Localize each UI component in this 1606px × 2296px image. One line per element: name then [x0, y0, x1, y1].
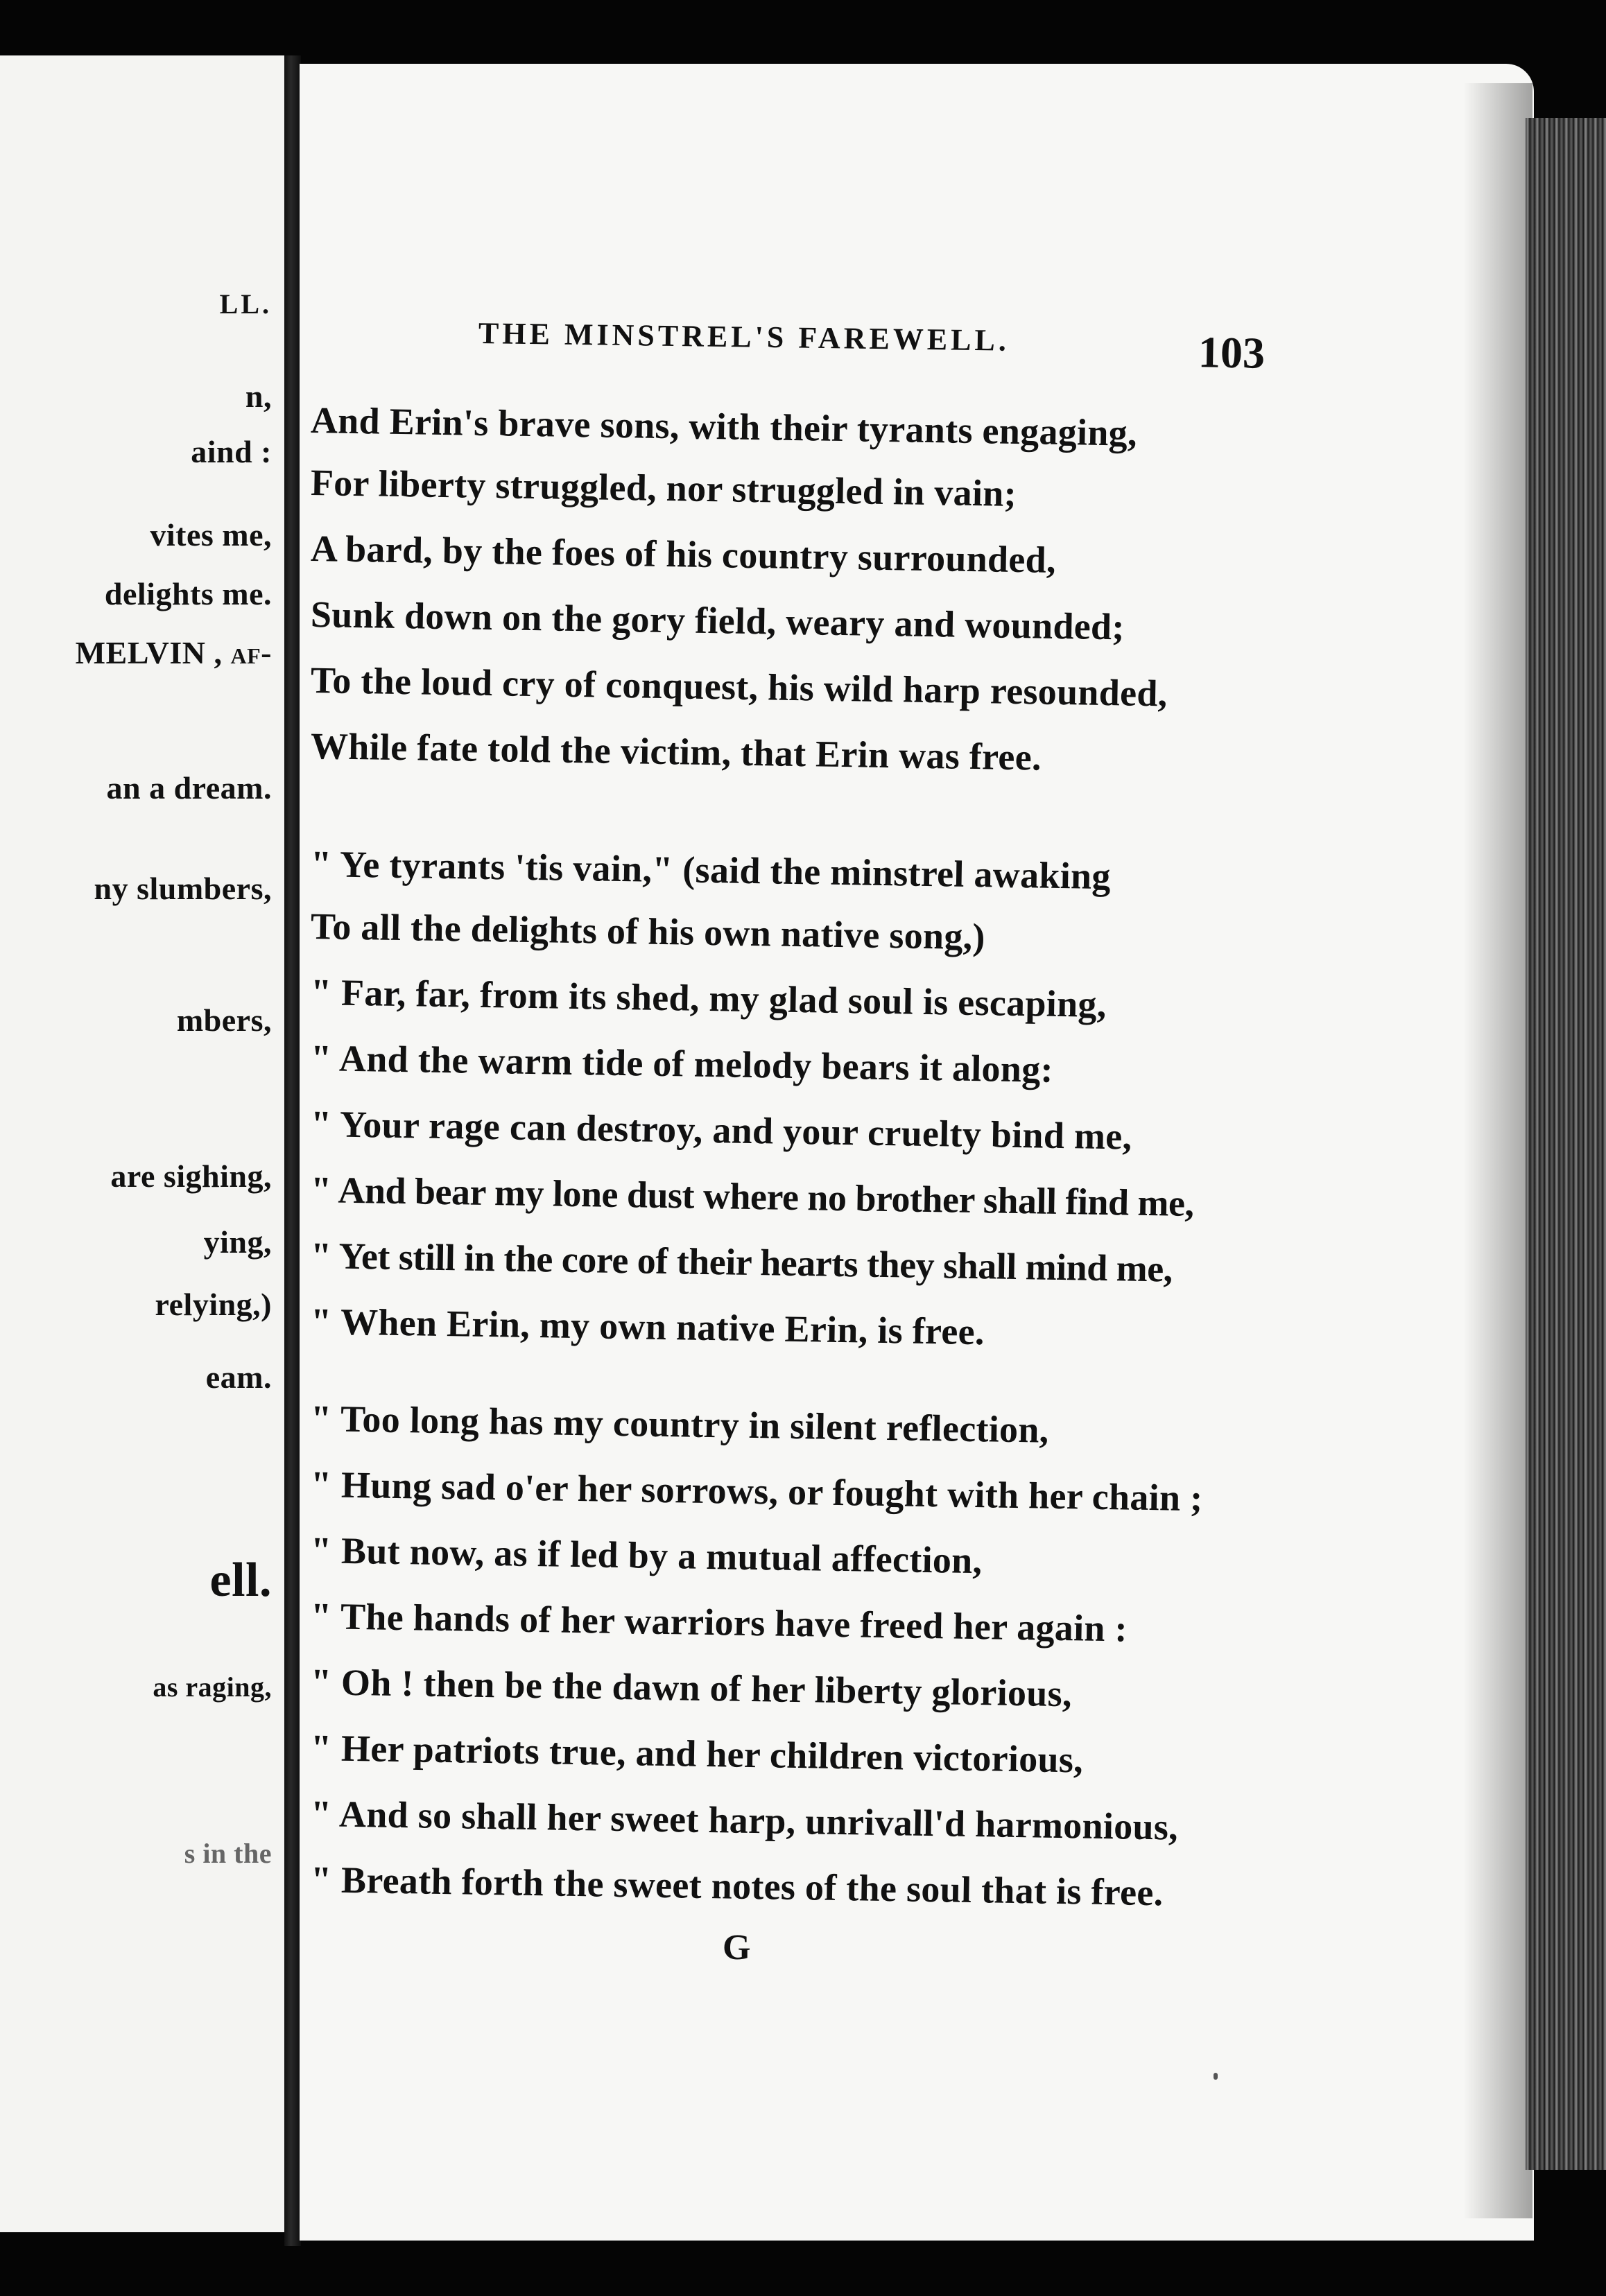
left-line: LL.: [219, 288, 272, 320]
verse-line: " Breath forth the sweet notes of the soul that is free.: [310, 1859, 1164, 1914]
paper-speck: [1214, 2073, 1218, 2080]
left-line: ny slumbers,: [94, 871, 272, 906]
book-gutter: [284, 55, 301, 2246]
verse-line: And Erin's brave sons, with their tyrants engaging,: [310, 399, 1138, 454]
left-line: ell.: [209, 1554, 272, 1607]
verse-line: " And so shall her sweet harp, unrivall'd harmonious,: [310, 1793, 1179, 1848]
verse-line: " Hung sad o'er her sorrows, or fought with her chain ;: [310, 1463, 1203, 1520]
verse-line: While fate told the victim, that Erin was free.: [310, 725, 1042, 779]
verse-line: " When Erin, my own native Erin, is free.: [310, 1301, 985, 1353]
left-line: aind :: [191, 434, 272, 469]
left-line: an a dream.: [106, 770, 272, 806]
verse-line: Sunk down on the gory field, weary and wounded;: [310, 593, 1125, 648]
verse-line: " The hands of her warriors have freed her again :: [310, 1595, 1128, 1650]
verse-line: " Oh ! then be the dawn of her liberty glorious,: [310, 1661, 1073, 1715]
signature-mark: G: [723, 1928, 751, 1967]
verse-line: " Her patriots true, and her children victorious,: [310, 1727, 1084, 1781]
left-line: n,: [245, 379, 272, 414]
verse-line: " Yet still in the core of their hearts they shall mind me,: [310, 1235, 1173, 1290]
page-edges: [1526, 118, 1606, 2170]
verse-line: A bard, by the foes of his country surrounded,: [310, 528, 1057, 581]
left-line: MELVIN , af-: [75, 635, 272, 670]
left-line: eam.: [205, 1359, 272, 1395]
verse-line: " And the warm tide of melody bears it along:: [310, 1037, 1054, 1090]
verse-line: " Your rage can destroy, and your cruelty bind me,: [310, 1103, 1132, 1158]
running-head: THE MINSTREL'S FAREWELL.: [478, 316, 1010, 358]
left-page: [0, 55, 288, 2232]
verse-line: " Ye tyrants 'tis vain," (said the minstrel awaking: [310, 843, 1112, 898]
verse-line: To all the delights of his own native song,): [310, 905, 986, 958]
verse-line: " Far, far, from its shed, my glad soul is escaping,: [310, 971, 1107, 1026]
left-line: vites me,: [150, 517, 272, 553]
left-line: ying,: [203, 1224, 272, 1260]
page-number: 103: [1198, 327, 1266, 378]
verse-line: For liberty struggled, nor struggled in vain;: [310, 462, 1017, 514]
left-line: s in the: [184, 1838, 272, 1869]
left-line: are sighing,: [110, 1158, 272, 1194]
left-line: as raging,: [153, 1671, 272, 1703]
verse-line: " Too long has my country in silent reflection,: [310, 1398, 1049, 1451]
page-shadow: [1463, 83, 1532, 2218]
left-line: delights me.: [104, 576, 272, 611]
left-line: relying,): [155, 1287, 272, 1322]
verse-line: " And bear my lone dust where no brother shall find me,: [310, 1169, 1194, 1225]
verse-line: To the loud cry of conquest, his wild harp resounded,: [310, 659, 1168, 715]
verse-line: " But now, as if led by a mutual affection,: [310, 1529, 983, 1582]
left-line: mbers,: [176, 1002, 272, 1038]
